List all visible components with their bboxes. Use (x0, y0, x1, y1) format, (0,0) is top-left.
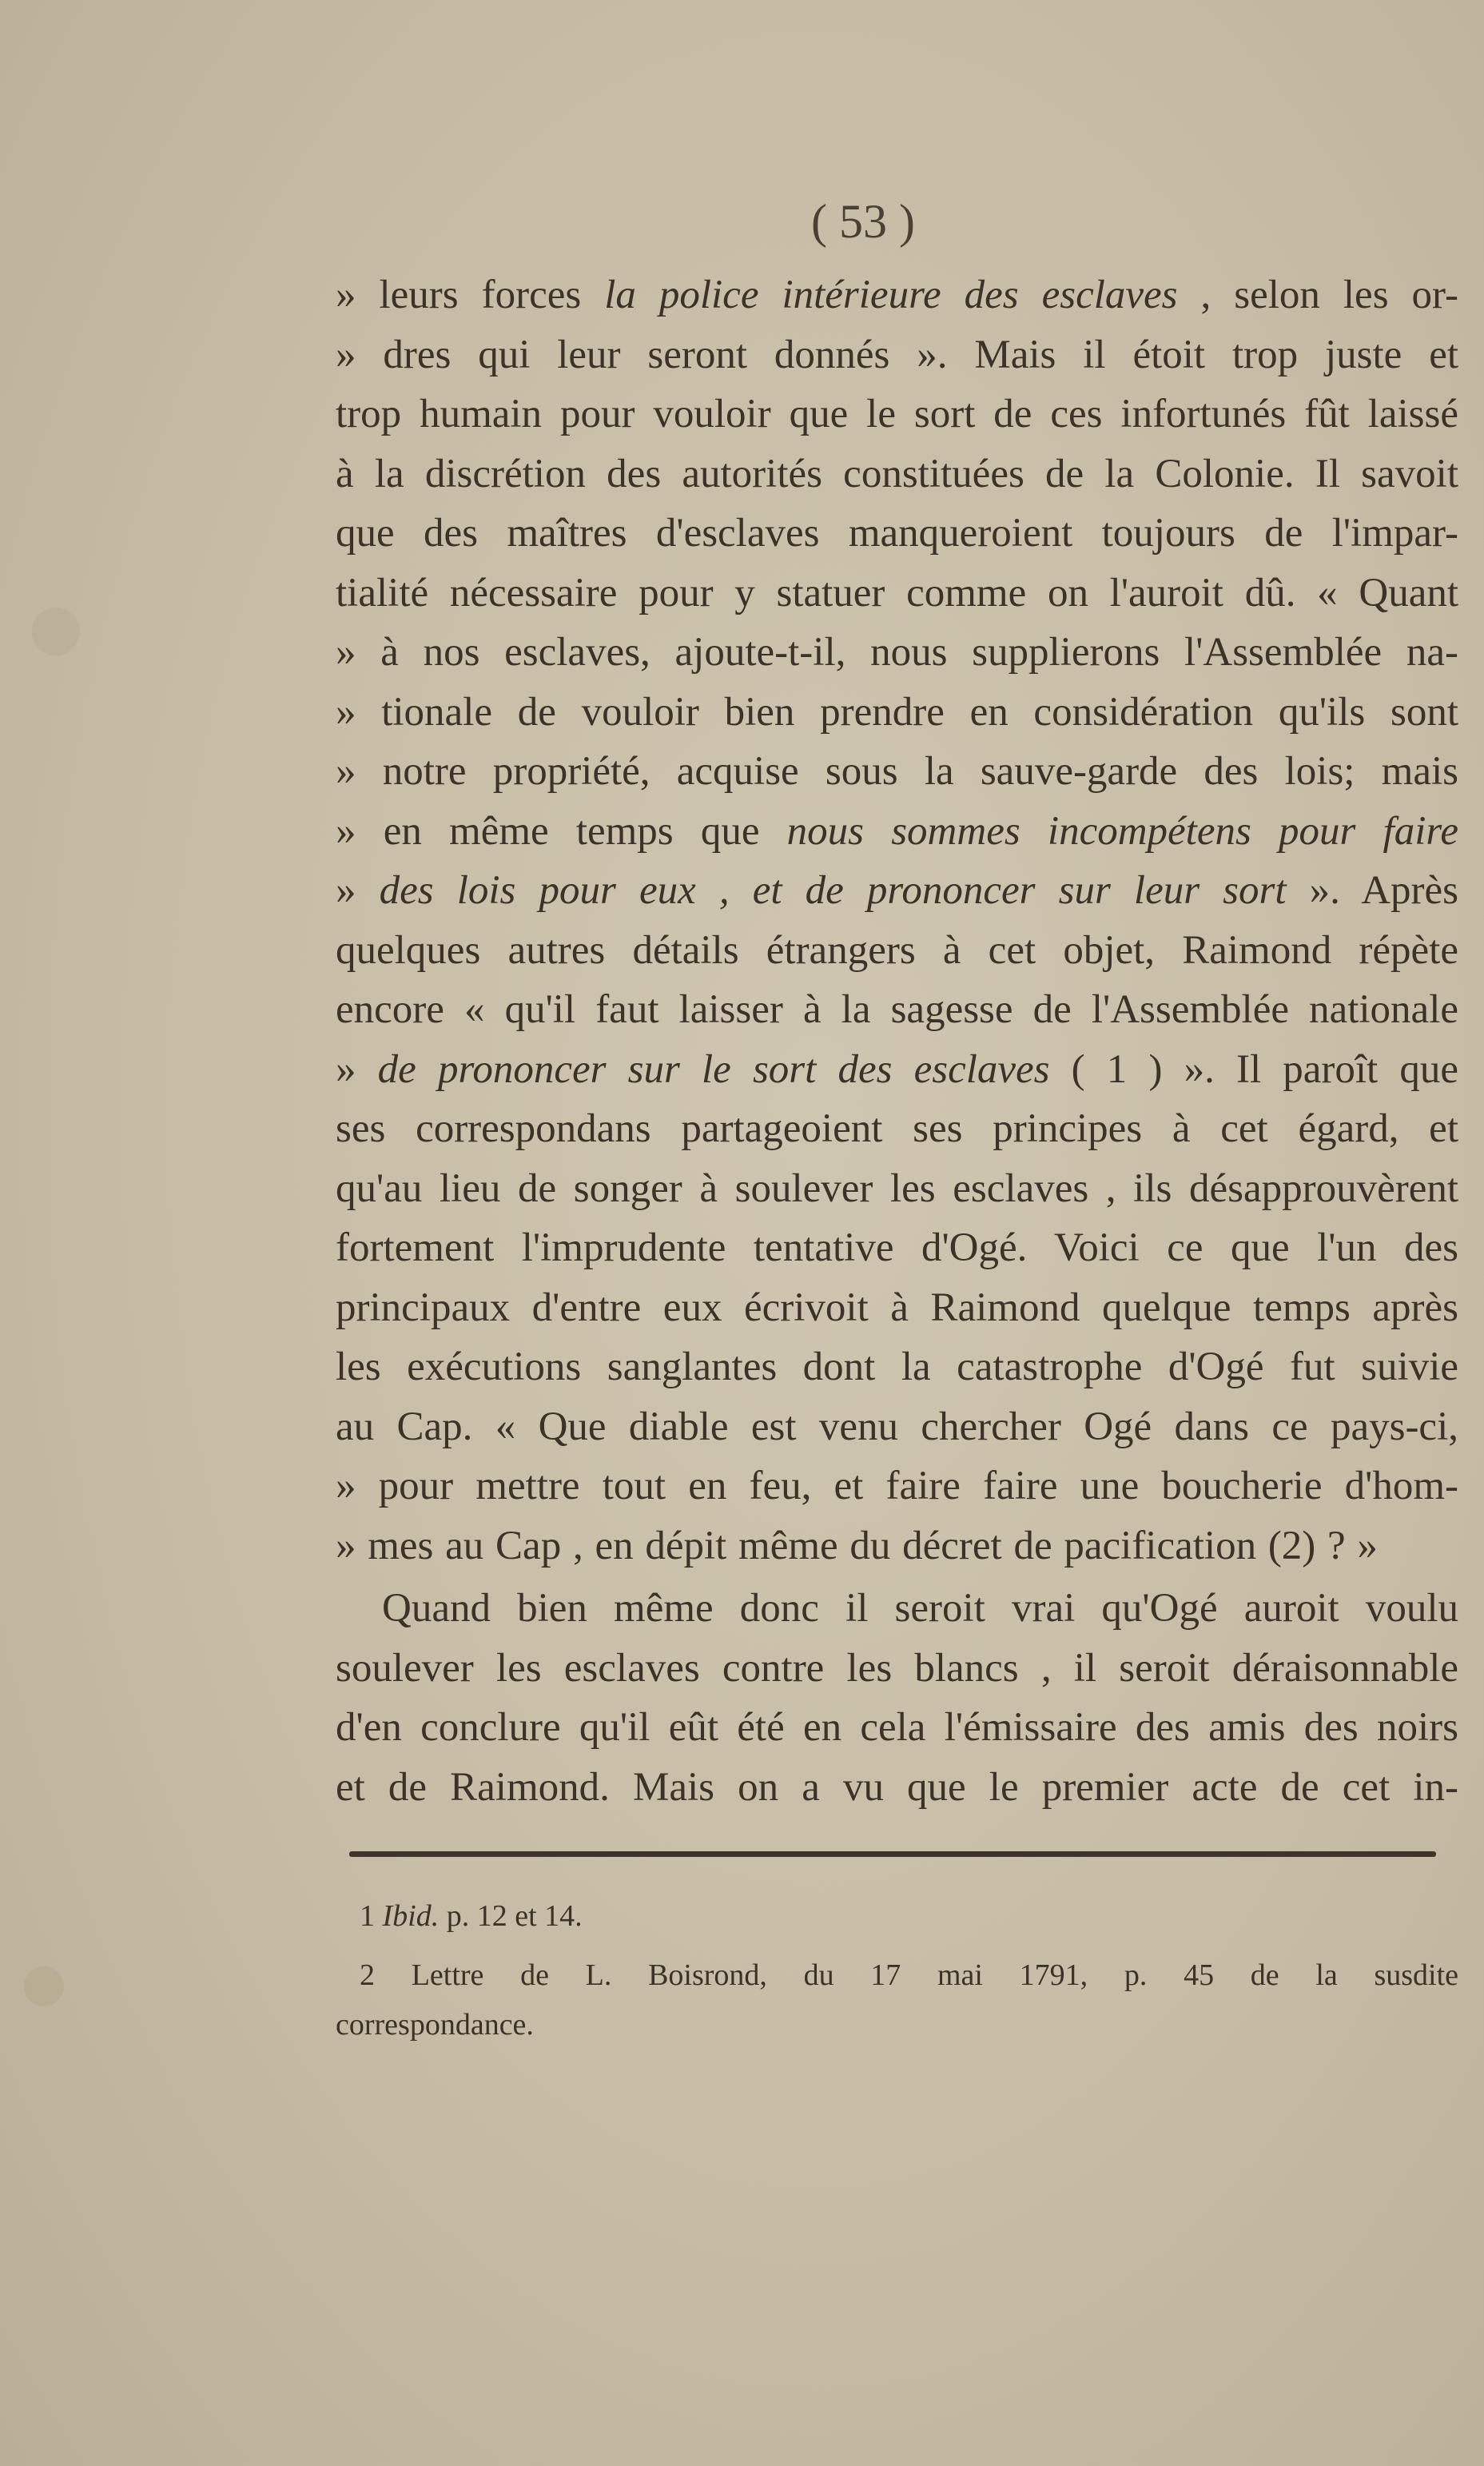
text-line (336, 1337, 1458, 1397)
text-line (336, 1218, 1458, 1278)
text-line (336, 504, 1458, 564)
footnote-line (336, 2005, 1458, 2045)
text-line (336, 683, 1458, 743)
text-segment: au Cap. « Que diable est venu chercher Ogé dans ce pays-ci, (336, 1404, 1458, 1449)
text-segment: » à nos esclaves, ajoute-t-il, nous supplierons l'Assemblée na- (336, 630, 1458, 675)
italic-text: la police intérieure des esclaves (604, 273, 1178, 317)
text-line (336, 1099, 1458, 1159)
text-segment: d'en conclure qu'il eût été en cela l'émissaire des amis des noirs (336, 1705, 1458, 1750)
text-segment: tialité nécessaire pour y statuer comme on l'auroit dû. « Quant (336, 570, 1458, 616)
text-line (336, 1758, 1458, 1818)
text-line (336, 1516, 1458, 1576)
text-segment: p. 12 et 14. (439, 1899, 583, 1933)
text-segment: ( 1 ) ». Il paroît que (1049, 1046, 1459, 1092)
text-line (336, 623, 1458, 683)
text-segment: principaux d'entre eux écrivoit à Raimond quelque temps après (336, 1285, 1458, 1330)
paper-stain (32, 608, 80, 655)
text-segment: encore « qu'il faut laisser à la sagesse de l'Assemblée nationale (336, 987, 1458, 1032)
text-segment: » pour mettre tout en feu, et faire faire une boucherie d'hom- (336, 1464, 1458, 1508)
text-line (336, 980, 1458, 1040)
text-segment: » mes au Cap , en dépit même du décret de pacification (2) ? » (336, 1523, 1378, 1568)
text-segment: , selon les or- (1177, 273, 1458, 317)
text-segment: » tionale de vouloir bien prendre en considération qu'ils sont (336, 689, 1458, 735)
italic-text: des lois pour eux , et de prononcer sur leur sort (379, 868, 1287, 913)
text-segment: » (336, 1046, 378, 1092)
text-line (336, 325, 1458, 385)
text-segment: fortement l'imprudente tentative d'Ogé. Voici ce que l'un des (336, 1225, 1458, 1270)
text-line (336, 742, 1458, 802)
text-line (336, 1639, 1458, 1699)
text-segment: Quand bien même donc il seroit vrai qu'Ogé auroit voulu (382, 1586, 1458, 1631)
text-line (336, 921, 1458, 981)
text-segment: » leurs forces (336, 273, 605, 317)
text-line (336, 1397, 1458, 1457)
text-line (336, 265, 1458, 325)
text-segment: correspondance. (336, 2008, 534, 2042)
footnote-line (336, 1886, 1458, 1946)
text-segment: ses correspondans partageoient ses principes à cet égard, et (336, 1106, 1458, 1151)
paper-stain (24, 1966, 64, 2006)
text-segment: soulever les esclaves contre les blancs , il seroit déraisonnable (336, 1645, 1458, 1691)
text-segment: les exécutions sanglantes dont la catastrophe d'Ogé fut suivie (336, 1345, 1458, 1389)
text-line (336, 564, 1458, 623)
text-line (336, 802, 1458, 862)
text-segment: » en même temps que (336, 808, 787, 854)
text-segment: » dres qui leur seront donnés ». Mais il étoit trop juste et (336, 332, 1458, 377)
text-segment: à la discrétion des autorités constituées de la Colonie. Il savoit (336, 451, 1458, 496)
text-segment: que des maîtres d'esclaves manqueroient toujours de l'impar- (336, 511, 1458, 556)
text-segment: qu'au lieu de songer à soulever les esclaves , ils désapprouvèrent (336, 1165, 1458, 1211)
italic-text: nous sommes incompétens pour faire (786, 808, 1458, 854)
footnote-line (336, 1946, 1458, 2005)
footnote-rule (349, 1851, 1436, 1857)
text-line (336, 444, 1458, 504)
text-segment: » (336, 868, 380, 913)
text-line (336, 384, 1458, 444)
text-segment: ». Après (1286, 868, 1459, 913)
text-line (336, 1278, 1458, 1338)
page-number: ( 53 ) (811, 195, 915, 248)
footnotes (336, 1886, 1458, 2045)
text-line (336, 1456, 1458, 1516)
text-line (336, 1040, 1458, 1100)
text-line (336, 1698, 1458, 1758)
text-segment: 1 (360, 1899, 383, 1933)
text-line (336, 1579, 1458, 1639)
text-segment: et de Raimond. Mais on a vu que le premier acte de cet in- (336, 1764, 1458, 1810)
text-segment: » notre propriété, acquise sous la sauve-garde des lois; mais (336, 749, 1458, 794)
text-line (336, 861, 1458, 921)
text-line (336, 1159, 1458, 1219)
body-text (336, 265, 1458, 1817)
italic-text: Ibid. (382, 1899, 440, 1933)
text-segment: quelques autres détails étrangers à cet objet, Raimond répète (336, 927, 1458, 973)
text-segment: 2 Lettre de L. Boisrond, du 17 mai 1791, p. 45 de la susdite (360, 1958, 1458, 1992)
text-segment: trop humain pour vouloir que le sort de ces infortunés fût laissé (336, 392, 1458, 436)
italic-text: de prononcer sur le sort des esclaves (377, 1046, 1050, 1092)
